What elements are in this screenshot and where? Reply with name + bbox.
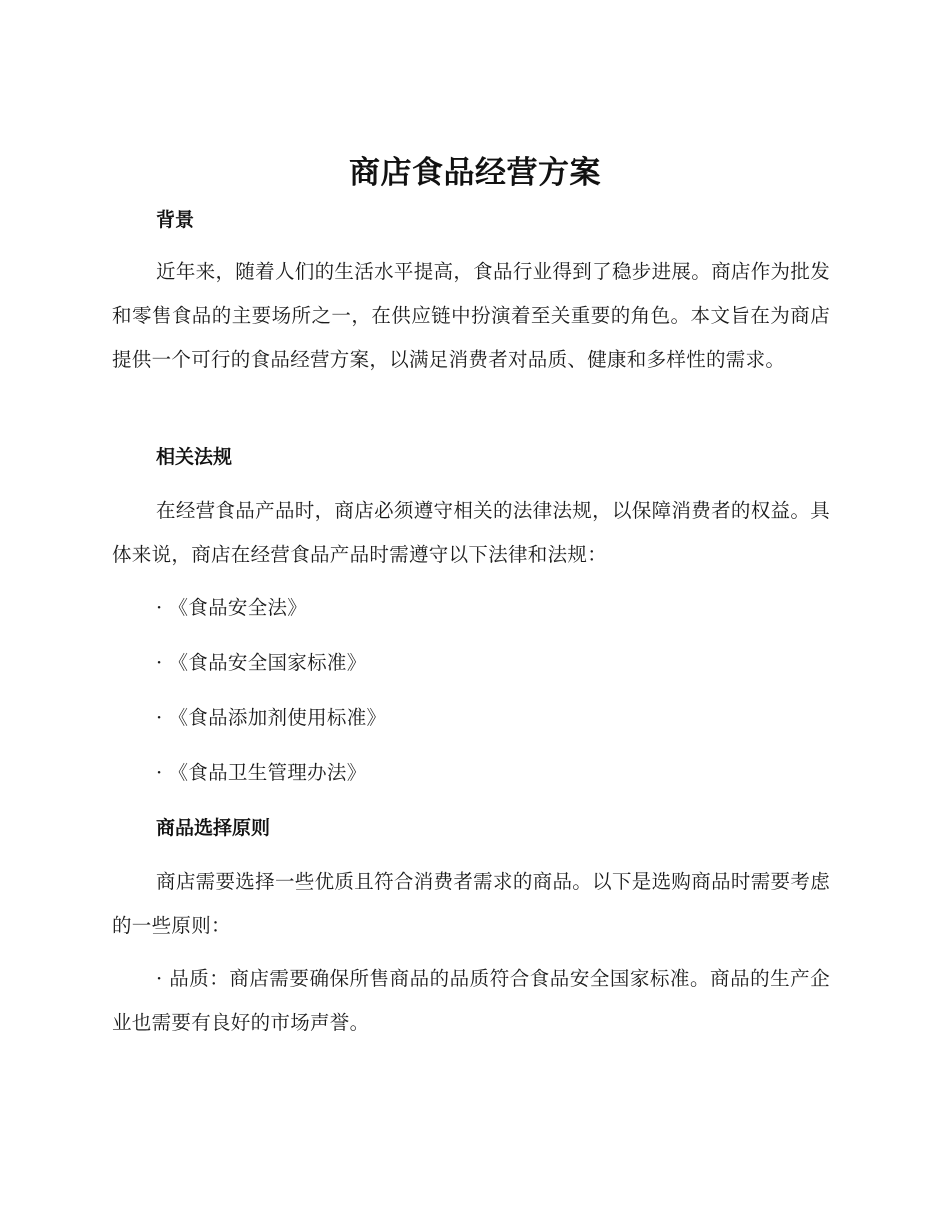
bullet-marker: · — [156, 596, 163, 619]
section-heading-regulations: 相关法规 — [156, 446, 233, 468]
bullet-marker: · — [156, 651, 163, 674]
regulation-item-text: 《食品添加剂使用标准》 — [168, 706, 387, 729]
regulation-list-item — [156, 704, 386, 732]
regulation-list-item — [156, 759, 367, 787]
regulation-item-text: 《食品安全法》 — [168, 596, 308, 619]
bullet-marker: · — [156, 761, 163, 784]
section-heading-selection: 商品选择原则 — [156, 817, 271, 839]
selection-bullet-paragraph: · 品质：商店需要确保所售商品的品质符合食品安全国家标准。商品的生产企业也需要有良好的市场声誉。 — [112, 967, 830, 1034]
section-heading-background: 背景 — [156, 209, 195, 231]
document-title: 商店食品经营方案 — [349, 155, 601, 191]
bullet-marker: · — [156, 706, 163, 729]
regulation-list-item — [156, 649, 367, 677]
regulation-item-text: 《食品卫生管理办法》 — [168, 761, 367, 784]
regulation-list-item — [156, 594, 307, 622]
selection-paragraph: 商店需要选择一些优质且符合消费者需求的商品。以下是选购商品时需要考虑的一些原则： — [112, 870, 830, 937]
background-paragraph: 近年来，随着人们的生活水平提高，食品行业得到了稳步进展。商店作为批发和零售食品的主要场所之一，在供应链中扮演着至关重要的角色。本文旨在为商店提供一个可行的食品经营方案，以满足消费者对品质、健康和多样性的需求。 — [112, 260, 830, 371]
regulations-paragraph: 在经营食品产品时，商店必须遵守相关的法律法规，以保障消费者的权益。具体来说，商店在经营食品产品时需遵守以下法律和法规： — [112, 499, 830, 566]
regulation-item-text: 《食品安全国家标准》 — [168, 651, 367, 674]
